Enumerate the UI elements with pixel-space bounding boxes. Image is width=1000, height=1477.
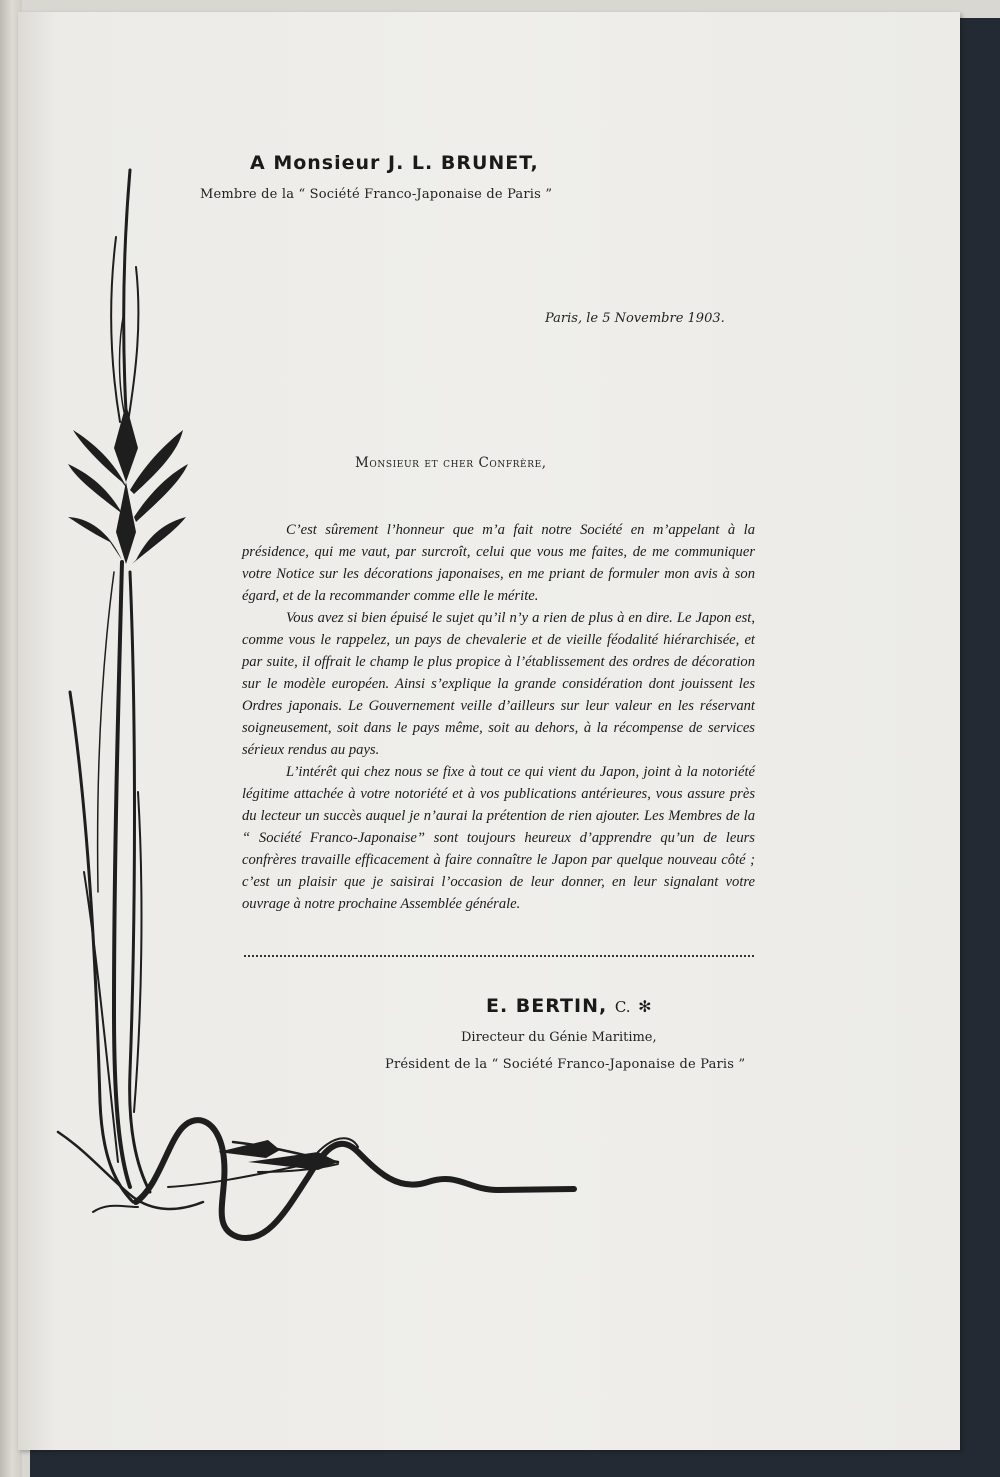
addressee-name: A Monsieur J. L. BRUNET,	[250, 152, 539, 174]
salutation: Monsieur et cher Confrère,	[355, 455, 547, 471]
signer-role: Directeur du Génie Maritime,	[461, 1030, 657, 1045]
body-paragraph: Vous avez si bien épuisé le sujet qu’il n’y a rien de plus à en dire. Le Japon est, comme vous le rappelez, un pays de chevalerie et de vieille féodalité hiérarchisée, et par suite, il offrait le champ le plus propice à l’établissement des ordres de décoration sur le modèle européen. Ainsi s’explique la grande considération dont jouissent les Ordres japonais. Le Gouvernement veille d’ailleurs sur leur valeur en les réservant soigneusement, soit dans le pays même, soit au dehors, à la récompense de services sérieux rendus au pays.	[242, 610, 755, 758]
dotted-separator	[244, 949, 754, 957]
signer-suffix: C.	[614, 998, 631, 1016]
signer-title: Président de la “ Société Franco-Japonaise de Paris ”	[385, 1057, 746, 1072]
signature-block-name	[486, 995, 653, 1017]
body-paragraph: L’intérêt qui chez nous se fixe à tout ce qui vient du Japon, joint à la notoriété légitime attachée à votre notoriété et à vos publications antérieures, vous assure près du lecteur un succès auquel je n’aurai la prétention de rien ajouter. Les Membres de la “ Société Franco-Japonaise” sont toujours heureux d’apprendre qu’un de leurs confrères travaille efficacement à faire connaître le Japon par quelque nouveau côté ; c’est un plaisir que je saisirai l’occasion de leur donner, en leur signalant votre ouvrage à notre prochaine Assemblée générale.	[242, 764, 755, 912]
dateline: Paris, le 5 Novembre 1903.	[545, 311, 725, 326]
book-cover-edge	[954, 18, 1000, 1468]
letter-page	[18, 12, 960, 1450]
body-paragraph: C’est sûrement l’honneur que m’a fait notre Société en m’appelant à la présidence, qui me vaut, par surcroît, celui que vous me faites, de me communiquer votre Notice sur les décorations japonaises, en me priant de formuler mon avis à son égard, et de la recommander comme elle le mérite.	[242, 522, 755, 604]
book-cover-bottom-edge	[30, 1447, 1000, 1477]
signer-name: E. BERTIN,	[486, 995, 608, 1017]
letter-body	[242, 519, 755, 915]
decoration-star-icon: ✻	[638, 997, 653, 1016]
addressee-title: Membre de la “ Société Franco-Japonaise de Paris ”	[200, 187, 553, 202]
